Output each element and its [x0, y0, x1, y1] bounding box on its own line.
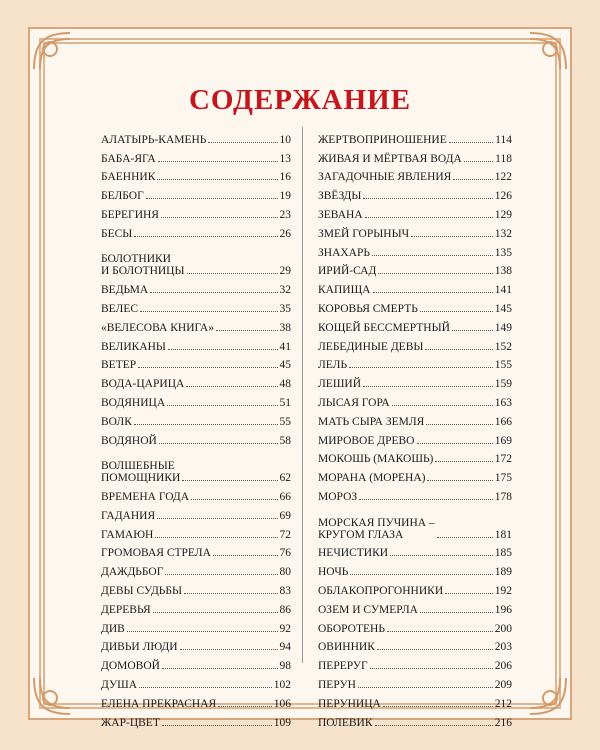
toc-entry-title: БАБА-ЯГА — [101, 152, 156, 165]
toc-entry[interactable] — [318, 559, 512, 578]
toc-entry-page-number: 94 — [279, 641, 291, 654]
toc-entry-title: ВРЕМЕНА ГОДА — [101, 490, 190, 503]
toc-entry[interactable] — [318, 390, 512, 409]
toc-entry-page-number: 216 — [494, 716, 512, 729]
dot-leader — [167, 405, 277, 406]
toc-entry-page-number: 80 — [279, 566, 291, 579]
dot-leader — [435, 461, 492, 462]
toc-entry-page-number: 141 — [494, 284, 512, 297]
toc-entry-page-number: 192 — [494, 584, 512, 597]
toc-entry-title: КОЩЕЙ БЕССМЕРТНЫЙ — [318, 321, 450, 334]
toc-entry-page-number: 10 — [279, 133, 291, 146]
dot-leader — [216, 330, 278, 331]
toc-left-column — [101, 127, 291, 729]
toc-entry-page-number: 189 — [494, 566, 512, 579]
toc-entry[interactable] — [101, 371, 291, 390]
dot-leader — [417, 443, 493, 444]
toc-entry[interactable] — [101, 447, 291, 485]
dot-leader — [452, 330, 493, 331]
toc-entry[interactable] — [318, 165, 512, 184]
toc-entry-title: ВОЛК — [101, 415, 132, 428]
toc-entry-page-number: 159 — [494, 378, 512, 391]
toc-entry-page-number: 175 — [494, 472, 512, 485]
dot-leader — [387, 631, 493, 632]
toc-entry-page-number: 69 — [279, 509, 291, 522]
toc-entry-page-number: 196 — [494, 603, 512, 616]
toc-entry-title: ГАМАЮН — [101, 528, 154, 541]
toc-entry-page-number: 32 — [279, 284, 291, 297]
dot-leader — [375, 725, 493, 726]
dot-leader — [187, 273, 278, 274]
toc-entry-page-number: 41 — [279, 340, 291, 353]
knot-ornament-icon — [524, 29, 570, 75]
dot-leader — [363, 198, 492, 199]
toc-entry-title: ЛЕШИЙ — [318, 378, 362, 391]
toc-entry-title: ПЕРУНИЦА — [318, 697, 381, 710]
toc-entry-title: ПЕРУН — [318, 678, 356, 691]
toc-entry[interactable] — [101, 559, 291, 578]
toc-entry-page-number: 26 — [279, 227, 291, 240]
dot-leader — [449, 142, 493, 143]
toc-entry[interactable] — [101, 578, 291, 597]
dot-leader — [411, 236, 493, 237]
toc-entry-title: ОБЛАКОПРОГОННИКИ — [318, 584, 444, 597]
toc-entry-page-number: 58 — [279, 434, 291, 447]
toc-entry-page-number: 206 — [494, 660, 512, 673]
toc-entry[interactable] — [101, 277, 291, 296]
toc-entry[interactable] — [101, 183, 291, 202]
toc-entry-page-number: 185 — [494, 547, 512, 560]
dot-leader — [127, 631, 278, 632]
toc-entry-title: ЛЕБЕДИНЫЕ ДЕВЫ — [318, 340, 424, 353]
dot-leader — [390, 555, 493, 556]
dot-leader — [426, 424, 492, 425]
toc-entry-title: ЗВЁЗДЫ — [318, 190, 362, 203]
toc-entry[interactable] — [101, 146, 291, 165]
toc-entry-title: МИРОВОЕ ДРЕВО — [318, 434, 415, 447]
dot-leader — [139, 687, 272, 688]
toc-entry-title: АЛАТЫРЬ-КАМЕНЬ — [101, 133, 207, 146]
toc-entry-title: МАТЬ СЫРА ЗЕМЛЯ — [318, 415, 425, 428]
toc-entry-title: ГАДАНИЯ — [101, 509, 156, 522]
dot-leader — [373, 292, 493, 293]
toc-entry-page-number: 138 — [494, 265, 512, 278]
toc-entry-title: ДИВ — [101, 622, 125, 635]
toc-entry-page-number: 66 — [279, 490, 291, 503]
toc-entry-title: МОРАНА (МОРЕНА) — [318, 472, 426, 485]
toc-entry-page-number: 72 — [279, 528, 291, 541]
toc-entry-page-number: 23 — [279, 208, 291, 221]
dot-leader — [218, 706, 272, 707]
toc-entry-page-number: 98 — [279, 660, 291, 673]
toc-entry-page-number: 86 — [279, 603, 291, 616]
toc-entry-title: ВОДЯНИЦА — [101, 396, 166, 409]
dot-leader — [392, 405, 493, 406]
toc-entry-title: ВОДА-ЦАРИЦА — [101, 378, 185, 391]
dot-leader — [349, 367, 493, 368]
dot-leader — [168, 349, 278, 350]
toc-entry-title: ДЕВЫ СУДЬБЫ — [101, 584, 183, 597]
toc-entry[interactable] — [101, 296, 291, 315]
dot-leader — [150, 292, 277, 293]
toc-entry[interactable] — [101, 616, 291, 635]
dot-leader — [157, 518, 277, 519]
toc-entry[interactable] — [101, 597, 291, 616]
toc-entry-title: ЖЕРТВОПРИНОШЕНИЕ — [318, 133, 447, 146]
dot-leader — [186, 386, 277, 387]
toc-entry-page-number: 155 — [494, 359, 512, 372]
toc-entry-page-number: 55 — [279, 415, 291, 428]
toc-entry[interactable] — [101, 635, 291, 654]
toc-entry-title: ЗНАХАРЬ — [318, 246, 370, 259]
toc-entry[interactable] — [318, 315, 512, 334]
toc-entry[interactable] — [318, 146, 512, 165]
toc-entry-title: ПЕРЕРУГ — [318, 660, 368, 673]
toc-entry-page-number: 132 — [494, 227, 512, 240]
toc-entry-title: ЛЕЛЬ — [318, 359, 348, 372]
toc-entry-page-number: 92 — [279, 622, 291, 635]
toc-entry[interactable] — [101, 541, 291, 560]
toc-entry-title: ЛЫСАЯ ГОРА — [318, 396, 390, 409]
toc-entry-page-number: 114 — [495, 133, 512, 146]
toc-entry-page-number: 200 — [494, 622, 512, 635]
toc-entry-page-number: 29 — [279, 265, 291, 278]
toc-entry[interactable] — [318, 541, 512, 560]
toc-entry-page-number: 106 — [273, 697, 291, 710]
toc-entry-page-number: 172 — [494, 453, 512, 466]
knot-ornament-icon — [524, 672, 570, 718]
dot-leader — [155, 537, 277, 538]
dot-leader — [427, 480, 492, 481]
toc-entry-page-number: 178 — [494, 490, 512, 503]
toc-entry-title: ВОЛШЕБНЫЕ ПОМОЩНИКИ — [101, 460, 181, 485]
toc-entry-title: ОВИННИК — [318, 641, 375, 654]
toc-entry[interactable] — [318, 691, 512, 710]
toc-entry[interactable] — [318, 183, 512, 202]
toc-entry-title: ДИВЬИ ЛЮДИ — [101, 641, 178, 654]
toc-entry[interactable] — [318, 353, 512, 372]
toc-entry-page-number: 209 — [494, 678, 512, 691]
toc-entry-title: БЕРЕГИНЯ — [101, 208, 159, 221]
toc-entry[interactable] — [101, 653, 291, 672]
toc-entry[interactable] — [318, 465, 512, 484]
toc-entry-title: МОРОЗ — [318, 490, 358, 503]
toc-entry-page-number: 145 — [494, 302, 512, 315]
toc-entry[interactable] — [101, 428, 291, 447]
toc-entry[interactable] — [318, 503, 512, 541]
toc-entry[interactable] — [318, 221, 512, 240]
toc-entry-page-number: 109 — [273, 716, 291, 729]
toc-entry[interactable] — [101, 240, 291, 278]
toc-entry-page-number: 76 — [279, 547, 291, 560]
dot-leader — [208, 142, 277, 143]
dot-leader — [162, 725, 272, 726]
dot-leader — [425, 349, 492, 350]
dot-leader — [372, 255, 493, 256]
dot-leader — [464, 161, 493, 162]
toc-entry-title: ЖИВАЯ И МЁРТВАЯ ВОДА — [318, 152, 462, 165]
toc-entry[interactable] — [318, 296, 512, 315]
toc-entry-title: ОБОРОТЕНЬ — [318, 622, 385, 635]
toc-entry-title: КАПИЩА — [318, 284, 371, 297]
toc-entry[interactable] — [318, 653, 512, 672]
toc-entry-title: БАЕННИК — [101, 171, 156, 184]
toc-entry-title: ДАЖДЬБОГ — [101, 566, 164, 579]
dot-leader — [358, 687, 493, 688]
toc-entry-page-number: 51 — [279, 396, 291, 409]
toc-entry-page-number: 62 — [279, 472, 291, 485]
dot-leader — [445, 593, 493, 594]
toc-entry-page-number: 152 — [494, 340, 512, 353]
toc-entry-page-number: 163 — [494, 396, 512, 409]
dot-leader — [146, 198, 278, 199]
dot-leader — [158, 161, 278, 162]
toc-entry[interactable] — [318, 277, 512, 296]
toc-entry-title: ИРИЙ-САД — [318, 265, 377, 278]
dot-leader — [134, 424, 278, 425]
toc-entry-title: ВЕТЕР — [101, 359, 137, 372]
toc-entry[interactable] — [318, 635, 512, 654]
toc-entry-page-number: 135 — [494, 246, 512, 259]
toc-entry-title: КОРОВЬЯ СМЕРТЬ — [318, 302, 418, 315]
dot-leader — [420, 612, 493, 613]
toc-entry-title: ВЕЛЕС — [101, 302, 139, 315]
toc-entry-title: ЗМЕЙ ГОРЫНЫЧ — [318, 227, 410, 240]
toc-entry[interactable] — [318, 672, 512, 691]
toc-entry[interactable] — [101, 503, 291, 522]
toc-entry-title: ЗАГАДОЧНЫЕ ЯВЛЕНИЯ — [318, 171, 452, 184]
dot-leader — [370, 668, 493, 669]
toc-entry[interactable] — [318, 597, 512, 616]
dot-leader — [140, 311, 277, 312]
toc-entry-page-number: 35 — [279, 302, 291, 315]
toc-entry[interactable] — [318, 578, 512, 597]
toc-entry-title: ЕЛЕНА ПРЕКРАСНАЯ — [101, 697, 217, 710]
toc-entry[interactable] — [318, 710, 512, 729]
toc-entry[interactable] — [101, 522, 291, 541]
dot-leader — [161, 217, 278, 218]
toc-entry[interactable] — [318, 484, 512, 503]
toc-entry-page-number: 48 — [279, 378, 291, 391]
toc-entry[interactable] — [101, 691, 291, 710]
dot-leader — [159, 443, 278, 444]
toc-entry[interactable] — [318, 202, 512, 221]
toc-entry-title: НЕЧИСТИКИ — [318, 547, 389, 560]
toc-entry-title: ВЕДЬМА — [101, 284, 149, 297]
dot-leader — [213, 555, 278, 556]
toc-entry-page-number: 122 — [494, 171, 512, 184]
toc-right-column — [318, 127, 512, 729]
toc-entry-title: ЗЕВАНА — [318, 208, 363, 221]
toc-entry[interactable] — [101, 315, 291, 334]
toc-entry-title: МОКОШЬ (МАКОШЬ) — [318, 453, 434, 466]
toc-entry[interactable] — [318, 259, 512, 278]
toc-entry[interactable] — [318, 428, 512, 447]
toc-entry-page-number: 16 — [279, 171, 291, 184]
toc-entry-page-number: 129 — [494, 208, 512, 221]
toc-entry-title: ЖАР-ЦВЕТ — [101, 716, 160, 729]
toc-entry-title: ДЕРЕВЬЯ — [101, 603, 151, 616]
toc-entry-title: ВЕЛИКАНЫ — [101, 340, 166, 353]
toc-entry[interactable] — [101, 165, 291, 184]
dot-leader — [134, 236, 277, 237]
toc-entry[interactable] — [101, 390, 291, 409]
toc-entry-page-number: 212 — [494, 697, 512, 710]
dot-leader — [383, 706, 493, 707]
toc-entry[interactable] — [101, 484, 291, 503]
dot-leader — [420, 311, 493, 312]
toc-entry-page-number: 13 — [279, 152, 291, 165]
toc-entry[interactable] — [101, 672, 291, 691]
toc-entry-page-number: 166 — [494, 415, 512, 428]
dot-leader — [437, 537, 493, 538]
toc-entry-page-number: 38 — [279, 321, 291, 334]
dot-leader — [350, 574, 492, 575]
dot-leader — [359, 499, 493, 500]
toc-entry-page-number: 149 — [494, 321, 512, 334]
toc-entry-page-number: 203 — [494, 641, 512, 654]
dot-leader — [162, 668, 278, 669]
dot-leader — [153, 612, 278, 613]
dot-leader — [377, 649, 493, 650]
toc-entry[interactable] — [101, 353, 291, 372]
toc-entry-title: ВОДЯНОЙ — [101, 434, 157, 447]
toc-entry[interactable] — [101, 334, 291, 353]
toc-entry[interactable] — [318, 616, 512, 635]
toc-entry-title: ДОМОВОЙ — [101, 660, 160, 673]
toc-entry-title: ОЗЕМ И СУМЕРЛА — [318, 603, 418, 616]
toc-entry[interactable] — [101, 127, 291, 146]
dot-leader — [182, 480, 277, 481]
toc-entry-title: МОРСКАЯ ПУЧИНА – КРУГОМ ГЛАЗА — [318, 516, 435, 541]
toc-entry[interactable] — [318, 240, 512, 259]
toc-entry-title: БЕЛБОГ — [101, 190, 144, 203]
toc-entry[interactable] — [318, 447, 512, 466]
toc-entry[interactable] — [318, 127, 512, 146]
toc-entry-title: «ВЕЛЕСОВА КНИГА» — [101, 321, 214, 334]
toc-entry-page-number: 45 — [279, 359, 291, 372]
toc-entry-title: БОЛОТНИКИ И БОЛОТНИЦЫ — [101, 253, 185, 278]
toc-entry-page-number: 83 — [279, 584, 291, 597]
toc-entry[interactable] — [101, 409, 291, 428]
toc-entry[interactable] — [318, 409, 512, 428]
toc-entry[interactable] — [318, 371, 512, 390]
toc-entry-page-number: 169 — [494, 434, 512, 447]
toc-entry-page-number: 126 — [494, 190, 512, 203]
dot-leader — [378, 273, 492, 274]
toc-entry[interactable] — [318, 334, 512, 353]
dot-leader — [180, 649, 278, 650]
toc-entry-title: НОЧЬ — [318, 566, 349, 579]
page-title: СОДЕРЖАНИЕ — [188, 84, 412, 116]
dot-leader — [365, 217, 493, 218]
toc-entry-page-number: 118 — [495, 152, 512, 165]
toc-entry[interactable] — [101, 710, 291, 729]
dot-leader — [191, 499, 277, 500]
toc-entry-title: БЕСЫ — [101, 227, 133, 240]
toc-entry-page-number: 19 — [279, 190, 291, 203]
dot-leader — [138, 367, 277, 368]
toc-entry-page-number: 102 — [273, 678, 291, 691]
dot-leader — [453, 179, 492, 180]
toc-entry-title: ПОЛЕВИК — [318, 716, 373, 729]
toc-entry-page-number: 181 — [494, 528, 512, 541]
dot-leader — [157, 179, 277, 180]
knot-ornament-icon — [30, 29, 76, 75]
dot-leader — [184, 593, 277, 594]
toc-entry[interactable] — [101, 202, 291, 221]
knot-ornament-icon — [30, 672, 76, 718]
dot-leader — [363, 386, 493, 387]
dot-leader — [165, 574, 277, 575]
toc-entry-title: ДУША — [101, 678, 138, 691]
toc-entry-title: ГРОМОВАЯ СТРЕЛА — [101, 547, 211, 560]
toc-entry[interactable] — [101, 221, 291, 240]
